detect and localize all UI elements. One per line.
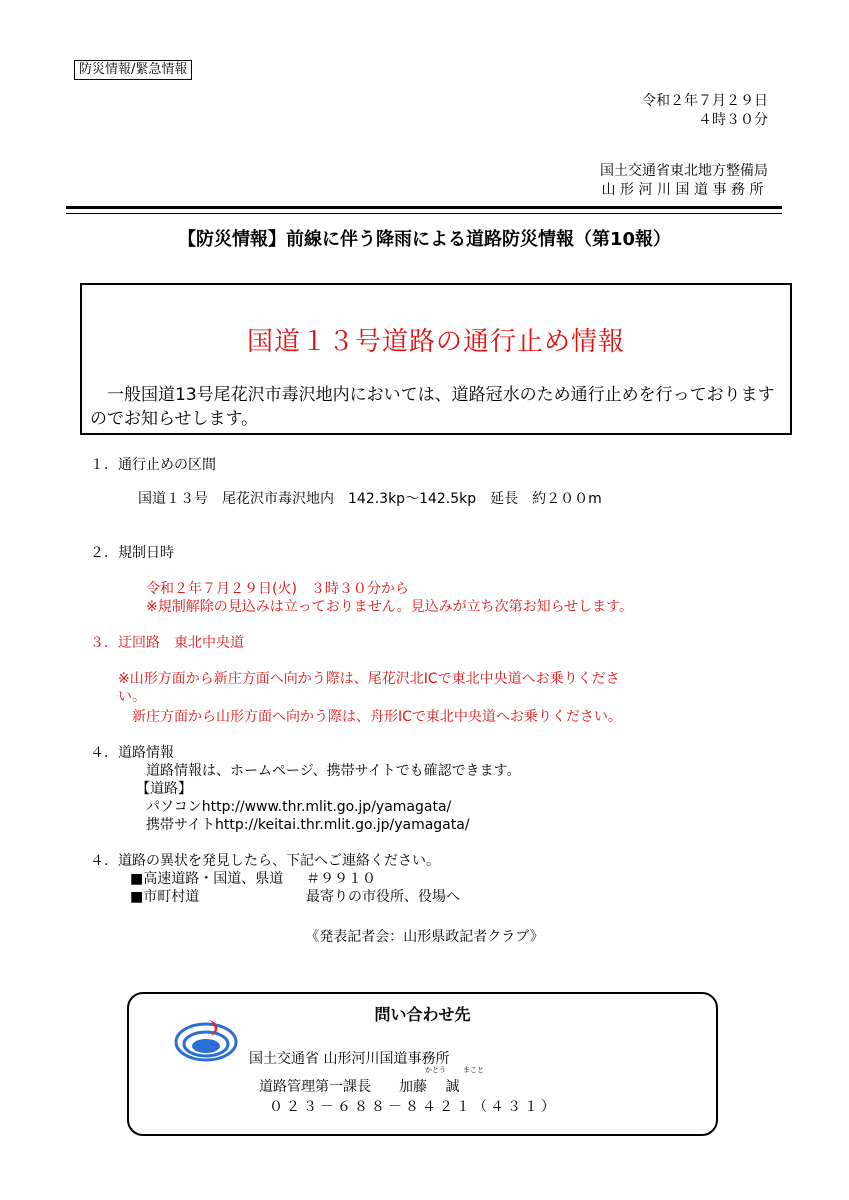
section-1-title: １．通行止めの区間 [90, 457, 216, 473]
section-1-body: 国道１３号 尾花沢市毒沢地内 142.3kp～142.5kp 延長 約２００m [138, 491, 602, 507]
mlit-logo-icon [171, 1012, 241, 1062]
report-municipal-label: ■市町村道 [130, 889, 200, 905]
furigana-given: まこと [463, 1066, 484, 1074]
report-municipal-value: 最寄りの市役所、役場へ [306, 889, 460, 905]
section-3-route-1: ※山形方面から新庄方面へ向かう際は、尾花沢北ICで東北中央道へお乗りくださ [118, 671, 620, 687]
category-tag: 防災情報/緊急情報 [74, 60, 192, 80]
contact-title: 問い合わせ先 [374, 1005, 471, 1024]
issuing-organization [600, 162, 768, 200]
report-highway-number: ＃９９１０ [306, 871, 376, 887]
furigana-surname: かとう [425, 1066, 446, 1074]
mobile-site-link[interactable]: 携帯サイトhttp://keitai.thr.mlit.go.jp/yamagata/ [146, 817, 470, 833]
press-club: 《発表記者会：山形県政記者クラブ》 [305, 929, 544, 945]
org-office: 山形河川国道事務所 [601, 182, 768, 198]
pc-site-link[interactable]: パソコンhttp://www.thr.mlit.go.jp/yamagata/ [146, 799, 452, 815]
section-3-title: ３．迂回路 東北中央道 [90, 635, 244, 651]
contact-box [127, 992, 718, 1136]
section-4-road-label: 【道路】 [136, 781, 192, 797]
contact-person: 道路管理第一課長 加藤 誠 [259, 1079, 460, 1095]
divider-thick [66, 206, 782, 209]
section-4-intro: 道路情報は、ホームページ、携帯サイトでも確認できます。 [146, 763, 521, 779]
contact-office: 国土交通省 山形河川国道事務所 [249, 1051, 450, 1067]
notice-body: 一般国道13号尾花沢市毒沢地内においては、道路冠水のため通行止めを行っておりますのでお知らせします。 [90, 385, 775, 429]
section-3-route-2: 新庄方面から山形方面へ向かう際は、舟形ICで東北中央道へお乗りください。 [132, 709, 622, 725]
report-highway-label: ■高速道路・国道、県道 [130, 871, 284, 887]
issue-time: ４時３０分 [698, 112, 768, 128]
section-3-route-1-cont: い。 [118, 689, 146, 705]
section-2-title: ２．規制日時 [90, 545, 174, 561]
document-title: 【防災情報】前線に伴う降雨による道路防災情報（第10報） [177, 229, 672, 250]
org-bureau: 国土交通省東北地方整備局 [600, 163, 768, 179]
section-2-start: 令和２年７月２９日(火) ３時３０分から [146, 581, 409, 597]
section-4-title: ４．道路情報 [90, 745, 174, 761]
notice-headline: 国道１３号道路の通行止め情報 [246, 327, 625, 357]
notice-box [80, 283, 792, 435]
divider-thin [66, 213, 782, 214]
section-2-note: ※規制解除の見込みは立っておりません。見込みが立ち次第お知らせします。 [146, 599, 634, 615]
issue-datetime [642, 92, 768, 130]
issue-date: 令和２年７月２９日 [642, 93, 768, 109]
section-5-title: ４．道路の異状を発見したら、下記へご連絡ください。 [90, 853, 440, 869]
contact-phone: ０２３－６８８－８４２１（４３１） [269, 1099, 558, 1115]
